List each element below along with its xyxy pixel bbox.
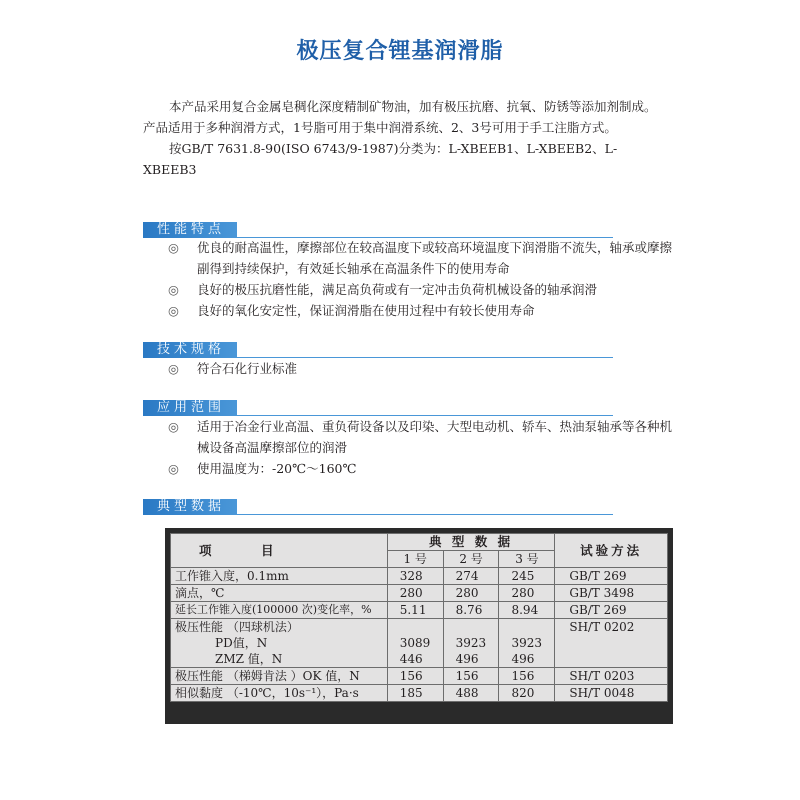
cell-value: 185 (387, 685, 443, 702)
section-header-spec (143, 342, 613, 358)
row-label: 极压性能 （四球机法） (171, 619, 388, 636)
cell-value: 496 (443, 651, 499, 668)
list-item (168, 279, 678, 300)
row-label: 极压性能 （梯姆肯法 ）OK 值，N (171, 668, 388, 685)
spec-list (168, 358, 678, 379)
list-item-text: 优良的耐高温性，摩擦部位在较高温度下或较高环境温度下润滑脂不流失，轴承或摩擦副得到持续保护，有效延长轴承在高温条件下的使用寿命 (197, 240, 673, 276)
cell-method: GB/T 3498 (555, 585, 668, 602)
header-typical-data: 典 型 数 据 (387, 534, 555, 551)
cell-value: 245 (499, 568, 555, 585)
table-row (171, 602, 668, 619)
list-item (168, 237, 678, 279)
cell-value: 820 (499, 685, 555, 702)
table-row (171, 568, 668, 585)
cell-value: 8.76 (443, 602, 499, 619)
cell-method: GB/T 269 (555, 602, 668, 619)
list-item-text: 适用于冶金行业高温、重负荷设备以及印染、大型电动机、轿车、热油泵轴承等各种机械设备高温摩擦部位的润滑 (197, 419, 673, 455)
cell-value: 446 (387, 651, 443, 668)
list-item-text: 符合石化行业标准 (197, 361, 298, 376)
grade-1: 1 号 (387, 551, 443, 568)
bullet-icon: ◎ (168, 419, 179, 434)
header-item: 项 目 (171, 534, 388, 568)
cell-value: 156 (499, 668, 555, 685)
section-bar (143, 400, 237, 416)
bullet-icon: ◎ (168, 303, 179, 318)
cell-value: 5.11 (387, 602, 443, 619)
application-list (168, 416, 678, 479)
page-title: 极压复合锂基润滑脂 (296, 39, 504, 64)
cell-value (499, 619, 555, 636)
section-bar (143, 499, 237, 515)
section-bar (143, 222, 237, 238)
section-header-application (143, 400, 613, 416)
cell-value: 274 (443, 568, 499, 585)
cell-value: 280 (499, 585, 555, 602)
cell-value (443, 619, 499, 636)
section-title: 典型数据 (157, 499, 226, 514)
table-row (171, 668, 668, 685)
cell-value: 496 (499, 651, 555, 668)
section-rule (237, 514, 613, 515)
row-label: 延长工作锥入度(100000 次)变化率，% (171, 602, 388, 619)
cell-value: 156 (387, 668, 443, 685)
bullet-icon: ◎ (168, 361, 179, 376)
bullet-icon: ◎ (168, 461, 179, 476)
cell-value: 3923 (443, 635, 499, 651)
cell-value: 328 (387, 568, 443, 585)
list-item (168, 358, 678, 379)
cell-value (387, 619, 443, 636)
cell-method: SH/T 0203 (555, 668, 668, 685)
row-label: ZMZ 值，N (171, 651, 388, 668)
cell-method: GB/T 269 (555, 568, 668, 585)
cell-value: 280 (387, 585, 443, 602)
cell-value: 280 (443, 585, 499, 602)
grade-2: 2 号 (443, 551, 499, 568)
section-title: 性能特点 (157, 222, 226, 237)
cell-value: 3089 (387, 635, 443, 651)
cell-value: 488 (443, 685, 499, 702)
row-label: PD值，N (171, 635, 388, 651)
table-header-row (171, 534, 668, 551)
bullet-icon: ◎ (168, 240, 179, 255)
cell-value: 156 (443, 668, 499, 685)
list-item-text: 良好的氧化安定性，保证润滑脂在使用过程中有较长使用寿命 (197, 303, 535, 318)
section-header-features (143, 222, 613, 238)
list-item (168, 300, 678, 321)
section-title: 技术规格 (157, 342, 226, 357)
row-label: 相似黏度 （-10℃，10s⁻¹），Pa·s (171, 685, 388, 702)
row-label: 工作锥入度，0.1mm (171, 568, 388, 585)
intro-classification: 按GB/T 7631.8-90(ISO 6743/9-1987)分类为：L-XBEEB1、L-XBEEB2、L-XBEEB3 (143, 141, 618, 177)
cell-value: 8.94 (499, 602, 555, 619)
bullet-icon: ◎ (168, 282, 179, 297)
row-label: 滴点，℃ (171, 585, 388, 602)
typical-data-table (170, 533, 668, 702)
list-item-text: 使用温度为：-20℃～160℃ (197, 461, 357, 476)
section-bar (143, 342, 237, 358)
cell-value: 3923 (499, 635, 555, 651)
grade-3: 3 号 (499, 551, 555, 568)
section-header-typical (143, 499, 613, 515)
list-item (168, 416, 678, 458)
section-title: 应用范围 (157, 400, 226, 415)
features-list (168, 237, 678, 321)
table-row (171, 619, 668, 636)
table-row (171, 585, 668, 602)
header-test-method: 试验方法 (555, 534, 668, 568)
table-row (171, 685, 668, 702)
cell-method: SH/T 0048 (555, 685, 668, 702)
intro-text (143, 96, 663, 180)
list-item-text: 良好的极压抗磨性能，满足高负荷或有一定冲击负荷机械设备的轴承润滑 (197, 282, 598, 297)
cell-method: SH/T 0202 (555, 619, 668, 668)
intro-paragraph: 本产品采用复合金属皂稠化深度精制矿物油，加有极压抗磨、抗氧、防锈等添加剂制成。产品适用于多种润滑方式，1号脂可用于集中润滑系统、2、3号可用于手工注脂方式。 (143, 99, 657, 135)
list-item (168, 458, 678, 479)
